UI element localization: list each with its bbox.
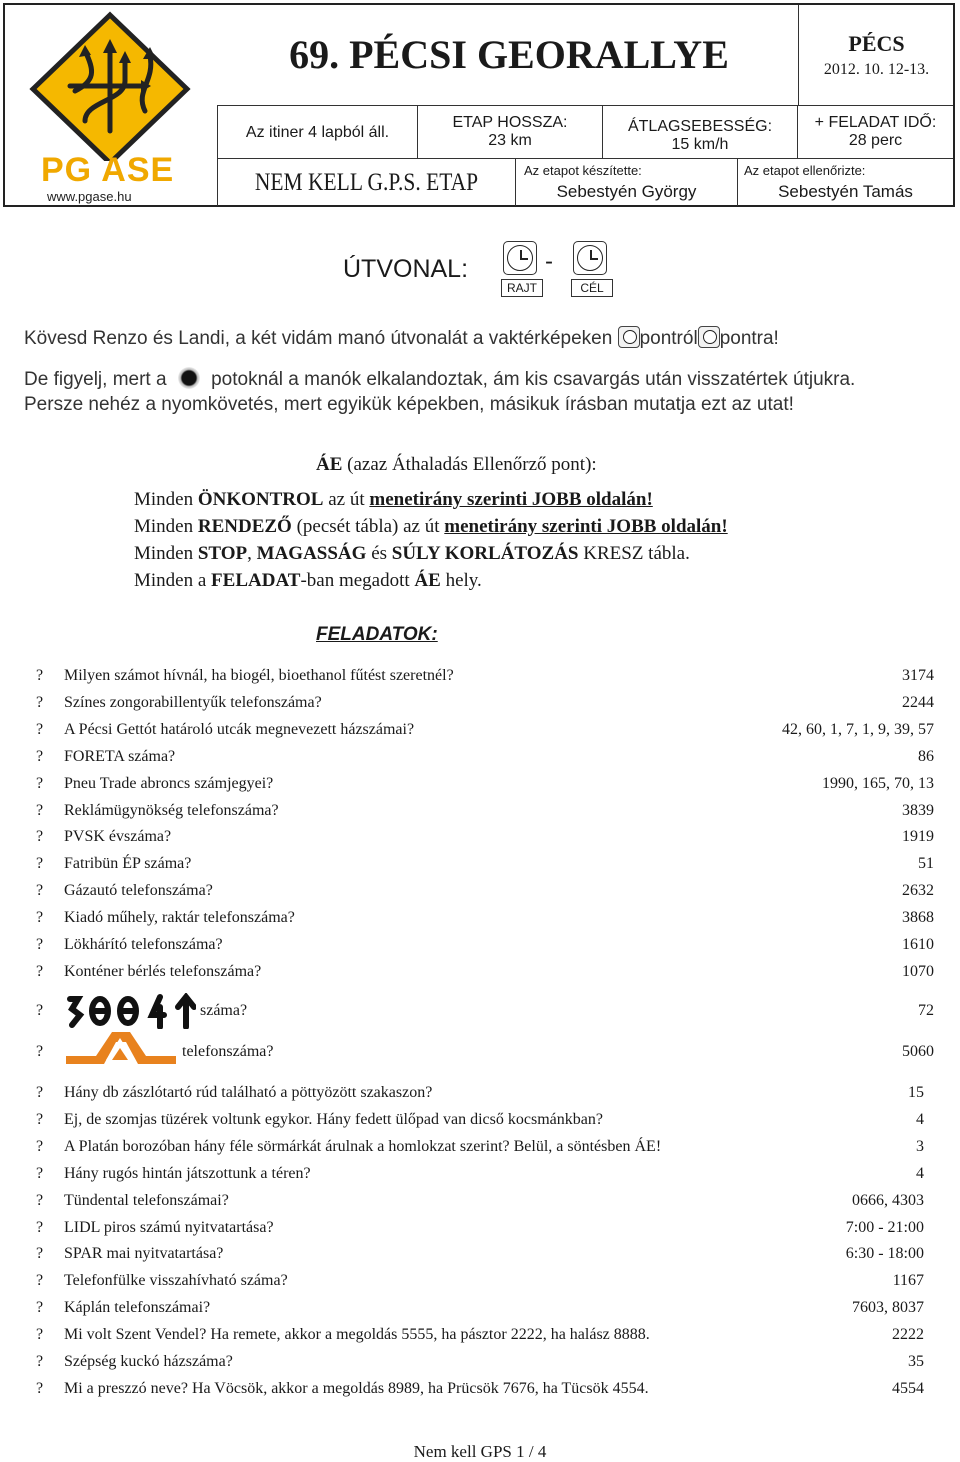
task-text: Fatribün ÉP száma? (64, 855, 192, 873)
task-text: telefonszáma? (182, 1043, 274, 1060)
start-label: RAJT (501, 279, 543, 297)
feladat-value: 28 perc (848, 132, 903, 149)
task-row (36, 1379, 924, 1399)
task-text: SPAR mai nyitvatartása? (64, 1245, 224, 1263)
logo-url: www.pgase.hu (47, 189, 132, 204)
task-answer: 2244 (902, 693, 934, 711)
task-marker: ? (36, 1326, 44, 1344)
ae-text: Minden a (134, 570, 212, 591)
task-marker: ? (36, 801, 44, 819)
task-row (36, 1191, 924, 1211)
task-marker: ? (36, 1353, 44, 1370)
task-row (36, 1137, 924, 1157)
task-answer: 2632 (902, 882, 934, 900)
point-icon (618, 326, 640, 348)
task-text: Káplán telefonszámai? (64, 1299, 211, 1317)
task-row (36, 881, 934, 901)
intro-text-1c: pontra! (719, 328, 779, 349)
task-marker: ? (36, 1002, 44, 1019)
ae-bold: STOP (197, 543, 248, 564)
task-text: Gázautó telefonszáma? (64, 882, 213, 900)
etap-cell (417, 106, 602, 158)
task-row (36, 1083, 924, 1103)
tasks-title: FELADATOK: (316, 624, 438, 645)
task-marker: ? (36, 962, 44, 980)
route-dash: - (545, 248, 553, 275)
task-marker: ? (36, 828, 44, 846)
ae-text: -ban megadott (300, 570, 415, 591)
start-clock-icon (503, 241, 537, 275)
ae-bold: MAGASSÁG (256, 543, 367, 564)
intro-line-2 (24, 367, 855, 391)
task-answer: 15 (908, 1084, 924, 1101)
task-row (36, 1352, 924, 1372)
ae-text: és (366, 543, 392, 564)
task-marker: ? (36, 1191, 44, 1209)
intro-text-2b: potoknál a manók elkalandoztak, ám kis csavargás után visszatértek útjukra. (211, 369, 856, 390)
made-by: Sebestyén György (556, 182, 697, 201)
ae-bold: FELADAT (211, 570, 301, 591)
task-answer: 3174 (902, 667, 934, 684)
task-answer: 1990, 165, 70, 13 (822, 774, 934, 792)
task-answer: 7603, 8037 (852, 1299, 924, 1317)
task-marker: ? (36, 936, 44, 953)
task-text: Reklámügynökség telefonszáma? (64, 801, 279, 819)
ae-rule-3 (134, 543, 690, 565)
task-answer: 6:30 - 18:00 (845, 1245, 924, 1263)
task-marker: ? (36, 667, 44, 684)
intro-text-2a: De figyelj, mert a (24, 369, 167, 390)
itiner-cell (217, 106, 417, 158)
task-text: Ej, de szomjas tüzérek voltunk egykor. Hány fedett ülőpad van dicső kocsmánkban? (64, 1110, 603, 1128)
task-row (36, 1298, 924, 1318)
task-marker: ? (36, 747, 44, 765)
task-answer: 2222 (892, 1326, 924, 1344)
made-label: Az etapot készítette: (524, 163, 642, 178)
task-answer: 5060 (902, 1043, 934, 1060)
ae-text: (pecsét tábla) az út (291, 516, 445, 537)
ae-bold: RENDEZŐ (197, 516, 292, 537)
task-answer: 51 (918, 855, 934, 873)
task-marker: ? (36, 1043, 44, 1060)
intro-text-1a: Kövesd Renzo és Landi, a két vidám manó útvonalát a vaktérképeken (24, 328, 613, 349)
etap-value: 23 km (488, 132, 532, 149)
task-text: Hány rugós hintán játszottunk a téren? (64, 1164, 311, 1182)
task-answer: 4 (916, 1164, 924, 1182)
header-box (3, 3, 955, 207)
task-row (36, 854, 934, 874)
task-marker: ? (36, 1272, 44, 1290)
task-answer: 72 (918, 1002, 934, 1019)
ae-heading (316, 454, 597, 476)
intro-line-1 (24, 326, 779, 350)
route-label: ÚTVONAL: (343, 255, 469, 283)
task-row (36, 1244, 924, 1264)
ae-rule-4 (134, 570, 482, 592)
task-answer: 3868 (902, 909, 934, 927)
task-marker: ? (36, 1084, 44, 1101)
ae-text: Minden (134, 516, 198, 537)
speed-cell (602, 106, 797, 158)
page-title: 69. PÉCSI GEORALLYE (289, 32, 729, 77)
city-cell (798, 5, 954, 105)
ae-text: hely. (440, 570, 482, 591)
task-row (36, 908, 934, 928)
checked-cell (737, 158, 953, 206)
task-text: Konténer bérlés telefonszáma? (64, 962, 262, 980)
task-text: Hány db zászlótartó rúd található a pöttyözött szakaszon? (64, 1084, 433, 1101)
task-text: Pneu Trade abroncs számjegyei? (64, 774, 274, 792)
task-row (36, 720, 934, 740)
task-text: Milyen számot hívnál, ha biogél, bioethanol fűtést szeretnél? (64, 667, 454, 684)
ae-bold-underline: menetirány szerinti JOBB oldalán! (444, 516, 728, 537)
task-row (36, 1218, 924, 1238)
speed-value: 15 km/h (671, 136, 729, 153)
task-row (36, 827, 934, 847)
task-answer: 4 (916, 1110, 924, 1128)
task-marker: ? (36, 882, 44, 900)
task-text: száma? (200, 1002, 248, 1019)
task-marker: ? (36, 909, 44, 927)
ae-rule-1 (134, 489, 653, 511)
task-marker: ? (36, 1299, 44, 1317)
gps-note: NEM KELL G.P.S. ETAP (254, 169, 479, 196)
pgase-logo (25, 11, 195, 204)
task-row (36, 666, 934, 686)
speed-label: ÁTLAGSEBESSÉG: (627, 118, 773, 135)
ae-text: KRESZ tábla. (578, 543, 690, 564)
end-label: CÉL (571, 279, 613, 297)
task-row (36, 935, 934, 955)
info-row (217, 105, 953, 206)
task-row (36, 693, 934, 713)
image-task-2 (36, 1042, 934, 1062)
feladat-label: + FELADAT IDŐ: (814, 114, 937, 131)
task-marker: ? (36, 1137, 44, 1155)
task-text: A Pécsi Gettót határoló utcák megnevezett házszámai? (64, 720, 415, 738)
task-marker: ? (36, 1164, 44, 1182)
ae-bold-underline: menetirány szerinti JOBB oldalán! (369, 489, 653, 510)
task-marker: ? (36, 855, 44, 873)
task-row (36, 774, 934, 794)
task-answer: 35 (908, 1353, 924, 1370)
ae-text: Minden (134, 543, 198, 564)
ae-bold: ÁE (414, 570, 441, 591)
task-text: PVSK évszáma? (64, 828, 172, 846)
task-text: Telefonfülke visszahívható száma? (64, 1272, 288, 1290)
task-answer: 1919 (902, 828, 934, 846)
task-answer: 1610 (902, 936, 934, 953)
itiner-text: Az itiner 4 lapból áll. (245, 124, 390, 141)
task-row (36, 1164, 924, 1184)
feladat-cell (797, 106, 953, 158)
task-marker: ? (36, 1218, 44, 1236)
task-marker: ? (36, 1110, 44, 1128)
task-row (36, 1271, 924, 1291)
task-answer: 3839 (902, 801, 934, 819)
city-name: PÉCS (848, 31, 905, 56)
task-marker: ? (36, 1379, 44, 1397)
task-answer: 1070 (902, 962, 934, 980)
task-answer: 1167 (892, 1272, 924, 1290)
task-text: Lökhárító telefonszáma? (64, 936, 223, 953)
intro-text-1b: pontról (639, 328, 698, 349)
task-text: LIDL piros számú nyitvatartása? (64, 1218, 274, 1236)
image-task-1 (36, 1001, 934, 1021)
made-cell (515, 158, 737, 206)
task-text: Szépség kuckó házszáma? (64, 1353, 233, 1370)
task-text: Színes zongorabillentyűk telefonszáma? (64, 693, 322, 711)
task-marker: ? (36, 1245, 44, 1263)
task-text: Mi volt Szent Vendel? Ha remete, akkor a megoldás 5555, ha pásztor 2222, ha halász 8888. (64, 1326, 650, 1344)
page-footer: Nem kell GPS 1 / 4 (413, 1442, 547, 1461)
task-marker: ? (36, 693, 44, 711)
ae-bold: ÖNKONTROL (197, 489, 324, 510)
task-text: Mi a preszzó neve? Ha Vöcsök, akkor a megoldás 8989, ha Prücsök 7676, ha Tücsök 4554. (64, 1379, 649, 1397)
ae-abbr: ÁE (316, 454, 343, 475)
task-text: Tündental telefonszámai? (64, 1191, 229, 1209)
task-answer: 3 (916, 1137, 924, 1155)
task-text: Kiadó műhely, raktár telefonszáma? (64, 909, 295, 927)
event-date: 2012. 10. 12-13. (823, 61, 930, 78)
ae-bold: SÚLY KORLÁTOZÁS (391, 543, 579, 564)
task-answer: 0666, 4303 (852, 1191, 924, 1209)
handwritten-digits-image (64, 993, 196, 1029)
task-marker: ? (36, 720, 44, 738)
checked-label: Az etapot ellenőrizte: (744, 163, 866, 178)
task-row (36, 747, 934, 767)
ae-text: Minden (134, 489, 198, 510)
task-text: FORETA száma? (64, 747, 176, 765)
task-row (36, 962, 934, 982)
gps-cell (217, 158, 515, 206)
task-answer: 86 (918, 747, 934, 765)
logo-text: PG ASE (41, 151, 175, 189)
point-icon (698, 326, 720, 348)
etap-label: ETAP HOSSZA: (452, 114, 568, 131)
task-row (36, 801, 934, 821)
ae-text: az út (323, 489, 370, 510)
black-dot-icon (178, 367, 200, 389)
task-answer: 42, 60, 1, 7, 1, 9, 39, 57 (782, 720, 934, 738)
road-sign-icon (25, 11, 195, 161)
aa-logo-image (64, 1030, 178, 1066)
ae-text: , (247, 543, 257, 564)
task-marker: ? (36, 774, 44, 792)
task-answer: 7:00 - 21:00 (845, 1218, 924, 1236)
ae-heading-text: (azaz Áthaladás Ellenőrző pont): (342, 454, 597, 475)
end-clock-icon (573, 241, 607, 275)
checked-by: Sebestyén Tamás (778, 182, 913, 201)
intro-line-3: Persze nehéz a nyomkövetés, mert egyikük képekben, másikuk írásban mutatja ezt az utat! (24, 394, 794, 415)
ae-rule-2 (134, 516, 728, 538)
task-text: A Platán borozóban hány féle sörmárkát árulnak a homlokzat szerint? Belül, a söntésben ÁE! (64, 1137, 662, 1155)
task-row (36, 1110, 924, 1130)
task-answer: 4554 (892, 1379, 924, 1397)
task-row (36, 1325, 924, 1345)
